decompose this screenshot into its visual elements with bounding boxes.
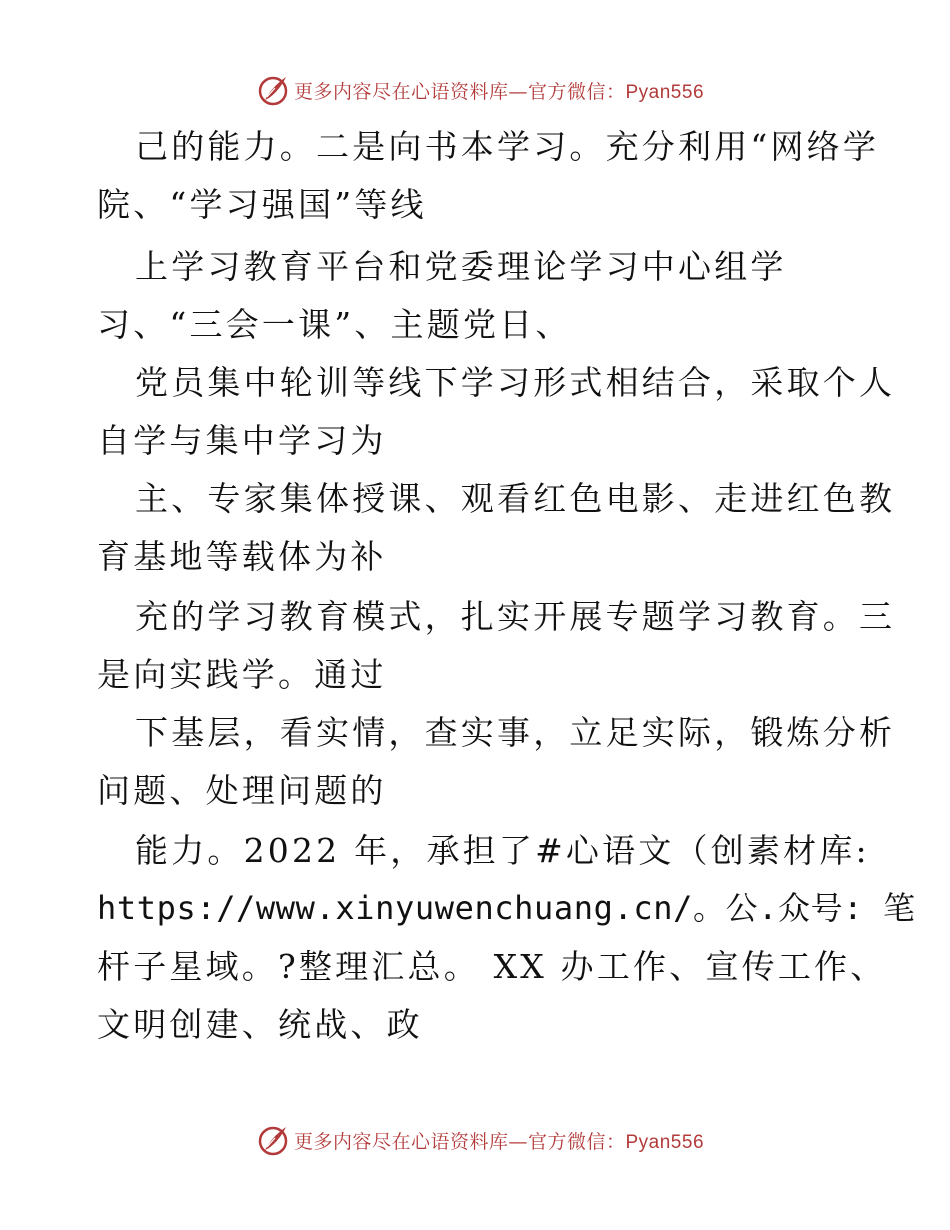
body-line: 问题、处理问题的 (97, 771, 387, 810)
body-line: 己的能力。二是向书本学习。充分利用“网络学 (135, 127, 880, 166)
header-banner-text (294, 77, 704, 104)
body-line: 党员集中轮训等线下学习形式相结合，采取个人 (135, 363, 896, 402)
body-line: 能力。2022 年，承担了#心语文（创素材库: (135, 831, 870, 870)
body-line: 是向实践学。通过 (97, 655, 387, 694)
quill-logo-icon (256, 73, 290, 107)
body-line: 院、“学习强国”等线 (97, 185, 427, 224)
body-line: 杆子星域。?整理汇总。 XX 办工作、宣传工作、 (97, 947, 887, 986)
header-banner-handle: Pyan556 (625, 81, 705, 103)
body-line: 育基地等载体为补 (97, 537, 387, 576)
footer-banner (0, 1120, 950, 1160)
footer-banner-handle: Pyan556 (625, 1131, 705, 1153)
footer-banner-label: 更多内容尽在心语资料库—官方微信： (293, 1130, 626, 1153)
body-line: 自学与集中学习为 (97, 421, 387, 460)
quill-logo-icon (256, 1123, 290, 1157)
body-line-url: https://www.xinyuwenchuang.cn/。公.众号: 笔 (97, 889, 916, 927)
body-line: 习、“三会一课”、主题党日、 (97, 305, 572, 344)
footer-banner-text (294, 1127, 704, 1154)
body-line: 下基层，看实情，查实事，立足实际，锻炼分析 (135, 713, 896, 752)
body-line: 上学习教育平台和党委理论学习中心组学 (135, 247, 787, 286)
footer-banner-inner (256, 1123, 704, 1157)
header-banner-inner (256, 73, 704, 107)
header-banner-label: 更多内容尽在心语资料库—官方微信： (293, 80, 626, 103)
header-banner (0, 70, 950, 110)
body-line: 主、专家集体授课、观看红色电影、走进红色教 (135, 479, 896, 518)
body-line: 文明创建、统战、政 (97, 1005, 423, 1044)
body-line: 充的学习教育模式，扎实开展专题学习教育。三 (135, 597, 896, 636)
